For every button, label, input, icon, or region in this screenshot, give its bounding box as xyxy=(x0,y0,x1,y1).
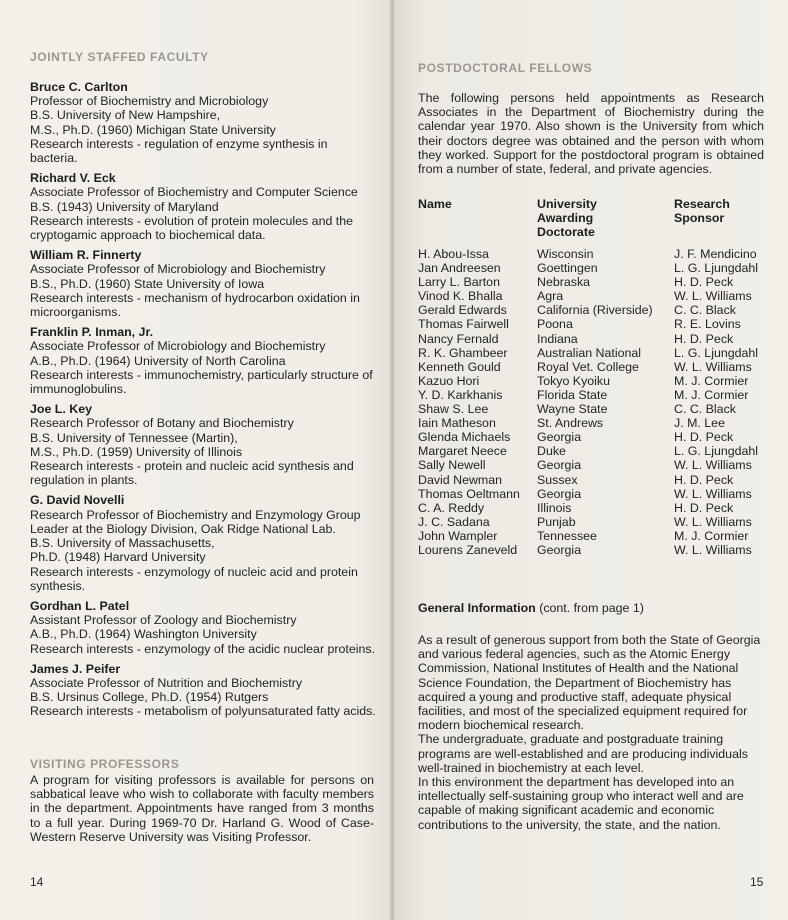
postdoctoral-fellows-heading: POSTDOCTORAL FELLOWS xyxy=(418,61,593,75)
faculty-entry xyxy=(30,662,376,719)
fellow-university: Punjab xyxy=(537,514,576,529)
fellow-sponsor: W. L. Williams xyxy=(674,514,752,529)
fellow-name: David Newman xyxy=(418,472,503,487)
faculty-detail-line: M.S., Ph.D. (1959) University of Illinois xyxy=(30,444,243,459)
fellows-rows xyxy=(418,247,768,557)
faculty-list xyxy=(30,80,376,725)
fellow-sponsor: J. M. Lee xyxy=(674,416,725,431)
fellow-name: Y. D. Karkhanis xyxy=(418,387,503,402)
faculty-entry xyxy=(30,493,376,592)
fellow-university: California (Riverside) xyxy=(537,303,653,318)
faculty-detail-line: B.S. (1943) University of Maryland xyxy=(30,199,219,214)
faculty-name: Bruce C. Carlton xyxy=(30,80,128,94)
table-row xyxy=(418,275,768,289)
fellow-university: Agra xyxy=(537,289,564,304)
faculty-detail-line: Ph.D. (1948) Harvard University xyxy=(30,550,206,565)
fellow-name: Gerald Edwards xyxy=(418,303,507,318)
faculty-detail-line: Research Professor of Botany and Biochemistry xyxy=(30,416,294,431)
faculty-detail-line: B.S. University of Massachusetts, xyxy=(30,536,215,551)
table-row xyxy=(418,332,768,346)
fellow-sponsor: H. D. Peck xyxy=(674,472,734,487)
table-row xyxy=(418,416,768,430)
fellow-name: Kenneth Gould xyxy=(418,359,501,374)
faculty-detail-line: Associate Professor of Microbiology and Biochemistry xyxy=(30,262,326,277)
fellow-name: R. K. Ghambeer xyxy=(418,345,508,360)
fellow-sponsor: H. D. Peck xyxy=(674,430,734,445)
faculty-entry xyxy=(30,171,376,242)
fellow-sponsor: C. C. Black xyxy=(674,303,736,318)
table-row xyxy=(418,247,768,261)
fellow-university: Georgia xyxy=(537,542,582,557)
fellow-university: Australian National xyxy=(537,345,642,360)
fellow-university: Wayne State xyxy=(537,402,608,417)
faculty-detail-line: Research Professor of Biochemistry and Enzymology Group Leader at the Biology Division, Oak Ridge National Lab. xyxy=(30,507,361,536)
faculty-detail-line: A.B., Ph.D. (1964) Washington University xyxy=(30,627,257,642)
general-information-paragraph: In this environment the department has developed into an intellectually self-sustaining group who interact well and are capable of making significant academic and economic contributions to the university, the state, and the nation. xyxy=(418,775,744,832)
fellow-sponsor: M. J. Cormier xyxy=(674,387,749,402)
header-name: Name xyxy=(418,197,452,211)
fellow-sponsor: L. G. Ljungdahl xyxy=(674,444,759,459)
faculty-detail-line: M.S., Ph.D. (1960) Michigan State University xyxy=(30,122,276,137)
faculty-entry xyxy=(30,80,376,165)
faculty-detail-line: B.S. Ursinus College, Ph.D. (1954) Rutgers xyxy=(30,690,269,705)
fellow-name: Kazuo Hori xyxy=(418,373,480,388)
fellow-name: Lourens Zaneveld xyxy=(418,542,518,557)
fellow-name: Thomas Fairwell xyxy=(418,317,509,332)
table-row xyxy=(418,501,768,515)
faculty-detail-line: Research interests - protein and nucleic acid synthesis and regulation in plants. xyxy=(30,459,354,488)
fellow-university: St. Andrews xyxy=(537,416,604,431)
table-row xyxy=(418,458,768,472)
table-row xyxy=(418,473,768,487)
table-row xyxy=(418,529,768,543)
fellow-university: Georgia xyxy=(537,458,582,473)
faculty-detail-line: Research interests - mechanism of hydrocarbon oxidation in microorganisms. xyxy=(30,290,360,320)
fellow-university: Indiana xyxy=(537,331,578,346)
header-university: University Awarding Doctorate xyxy=(537,197,597,240)
faculty-entry xyxy=(30,325,376,396)
fellow-sponsor: L. G. Ljungdahl xyxy=(674,261,759,276)
fellow-sponsor: W. L. Williams xyxy=(674,359,752,374)
page-number-right: 15 xyxy=(750,875,764,889)
faculty-detail-line: A.B., Ph.D. (1964) University of North Carolina xyxy=(30,353,286,368)
fellow-name: Jan Andreesen xyxy=(418,261,501,276)
fellow-name: Margaret Neece xyxy=(418,444,507,459)
general-information-heading xyxy=(418,601,644,615)
table-row xyxy=(418,444,768,458)
faculty-detail-line: B.S., Ph.D. (1960) State University of Iowa xyxy=(30,276,265,291)
fellow-name: Nancy Fernald xyxy=(418,331,499,346)
page-number-left: 14 xyxy=(30,875,44,889)
fellow-university: Tennessee xyxy=(537,528,597,543)
fellow-university: Wisconsin xyxy=(537,247,594,261)
faculty-detail-line: Research interests - enzymology of nucleic acid and protein synthesis. xyxy=(30,564,358,593)
right-page xyxy=(394,0,788,920)
table-row xyxy=(418,360,768,374)
fellow-sponsor: W. L. Williams xyxy=(674,458,752,473)
faculty-name: William R. Finnerty xyxy=(30,248,142,263)
fellow-name: C. A. Reddy xyxy=(418,500,485,515)
fellow-university: Georgia xyxy=(537,430,582,445)
fellow-name: Shaw S. Lee xyxy=(418,402,489,417)
fellow-university: Tokyo Kyoiku xyxy=(537,373,610,388)
fellows-table xyxy=(418,197,768,557)
header-sponsor: Research Sponsor xyxy=(674,197,730,226)
table-row xyxy=(418,303,768,317)
fellow-sponsor: J. F. Mendicino xyxy=(674,247,757,261)
fellow-university: Illinois xyxy=(537,500,572,515)
jointly-staffed-heading: JOINTLY STAFFED FACULTY xyxy=(30,50,209,64)
fellow-sponsor: M. J. Cormier xyxy=(674,528,749,543)
fellow-name: J. C. Sadana xyxy=(418,514,490,529)
table-row xyxy=(418,374,768,388)
faculty-entry xyxy=(30,599,376,656)
table-row xyxy=(418,430,768,444)
faculty-name: Joe L. Key xyxy=(30,402,92,417)
fellow-university: Sussex xyxy=(537,472,578,487)
fellow-name: Thomas Oeltmann xyxy=(418,486,520,501)
faculty-detail-line: Research interests - immunochemistry, particularly structure of immunoglobulins. xyxy=(30,367,373,397)
fellow-sponsor: W. L. Williams xyxy=(674,542,752,557)
faculty-detail-line: Associate Professor of Biochemistry and Computer Science xyxy=(30,185,358,200)
faculty-name: James J. Peifer xyxy=(30,661,121,676)
faculty-detail-line: Associate Professor of Nutrition and Biochemistry xyxy=(30,675,303,690)
faculty-detail-line: Research interests - regulation of enzyme synthesis in bacteria. xyxy=(30,136,328,166)
visiting-professors-heading: VISITING PROFESSORS xyxy=(30,757,180,771)
faculty-detail-line: Research interests - metabolism of polyunsaturated fatty acids. xyxy=(30,704,376,719)
fellow-sponsor: C. C. Black xyxy=(674,402,736,417)
fellow-sponsor: W. L. Williams xyxy=(674,289,752,304)
general-information-paragraph: As a result of generous support from both the State of Georgia and various federal agencies, such as the Atomic Energy Commission, National Institutes of Health and the National Science Foundation, the Department of Biochemistry has acquired a young and productive staff, adequate physical facilities, and most of the specialized equipment required for modern biochemical research. xyxy=(418,633,761,733)
general-information-suffix: (cont. from page 1) xyxy=(539,601,644,615)
fellow-name: Larry L. Barton xyxy=(418,275,500,290)
fellow-sponsor: R. E. Lovins xyxy=(674,317,741,332)
fellow-university: Georgia xyxy=(537,486,582,501)
fellow-sponsor: H. D. Peck xyxy=(674,331,734,346)
faculty-detail-line: Research interests - enzymology of the acidic nuclear proteins. xyxy=(30,641,376,656)
general-information-title: General Information xyxy=(418,601,536,615)
table-row xyxy=(418,317,768,331)
visiting-professors-text: A program for visiting professors is available for persons on sabbatical leave who wish to collaborate with faculty members in the department. Appointments have ranged from 3 months to a full year. During 1969-70 Dr. Harland G. Wood of Case-Western Reserve University was Visiting Professor. xyxy=(30,773,374,844)
fellow-university: Goettingen xyxy=(537,261,598,276)
fellow-university: Poona xyxy=(537,317,573,332)
faculty-detail-line: Professor of Biochemistry and Microbiology xyxy=(30,94,269,109)
table-row xyxy=(418,261,768,275)
table-row xyxy=(418,515,768,529)
fellow-sponsor: L. G. Ljungdahl xyxy=(674,345,759,360)
fellow-name: Glenda Michaels xyxy=(418,430,511,445)
fellow-name: Sally Newell xyxy=(418,458,486,473)
faculty-name: Richard V. Eck xyxy=(30,171,116,186)
table-row xyxy=(418,289,768,303)
table-row xyxy=(418,543,768,557)
table-row xyxy=(418,346,768,360)
fellow-university: Duke xyxy=(537,444,566,459)
fellow-sponsor: M. J. Cormier xyxy=(674,373,749,388)
fellow-name: H. Abou-Issa xyxy=(418,247,489,261)
fellow-sponsor: H. D. Peck xyxy=(674,275,734,290)
faculty-name: G. David Novelli xyxy=(30,493,125,508)
fellow-university: Royal Vet. College xyxy=(537,359,639,374)
general-information-text xyxy=(418,633,764,832)
postdoc-intro: The following persons held appointments as Research Associates in the Department of Biochemistry during the calendar year 1970. Also shown is the University from which their doctors degree was obtained and the person with whom they worked. Support for the postdoctoral program is obtained from a number of state, federal, and private agencies. xyxy=(418,91,764,177)
general-information-paragraph: The undergraduate, graduate and postgraduate training programs are well-established and are producing individuals well-trained in biochemistry at each level. xyxy=(418,732,748,775)
faculty-detail-line: Assistant Professor of Zoology and Biochemistry xyxy=(30,613,297,628)
fellow-sponsor: H. D. Peck xyxy=(674,500,734,515)
table-row xyxy=(418,402,768,416)
faculty-name: Franklin P. Inman, Jr. xyxy=(30,325,154,340)
faculty-detail-line: Associate Professor of Microbiology and Biochemistry xyxy=(30,339,326,354)
table-row xyxy=(418,388,768,402)
fellows-table-header xyxy=(418,197,768,247)
faculty-detail-line: B.S. University of New Hampshire, xyxy=(30,108,221,123)
fellow-name: Vinod K. Bhalla xyxy=(418,289,503,304)
faculty-detail-line: B.S. University of Tennessee (Martin), xyxy=(30,430,238,445)
fellow-name: Iain Matheson xyxy=(418,416,496,431)
fellow-name: John Wampler xyxy=(418,528,498,543)
table-row xyxy=(418,487,768,501)
fellow-university: Nebraska xyxy=(537,275,591,290)
faculty-entry xyxy=(30,248,376,319)
faculty-name: Gordhan L. Patel xyxy=(30,598,130,613)
fellow-sponsor: W. L. Williams xyxy=(674,486,752,501)
faculty-entry xyxy=(30,402,376,487)
fellow-university: Florida State xyxy=(537,387,608,402)
faculty-detail-line: Research interests - evolution of protein molecules and the cryptogamic approach to biochemical data. xyxy=(30,213,354,243)
